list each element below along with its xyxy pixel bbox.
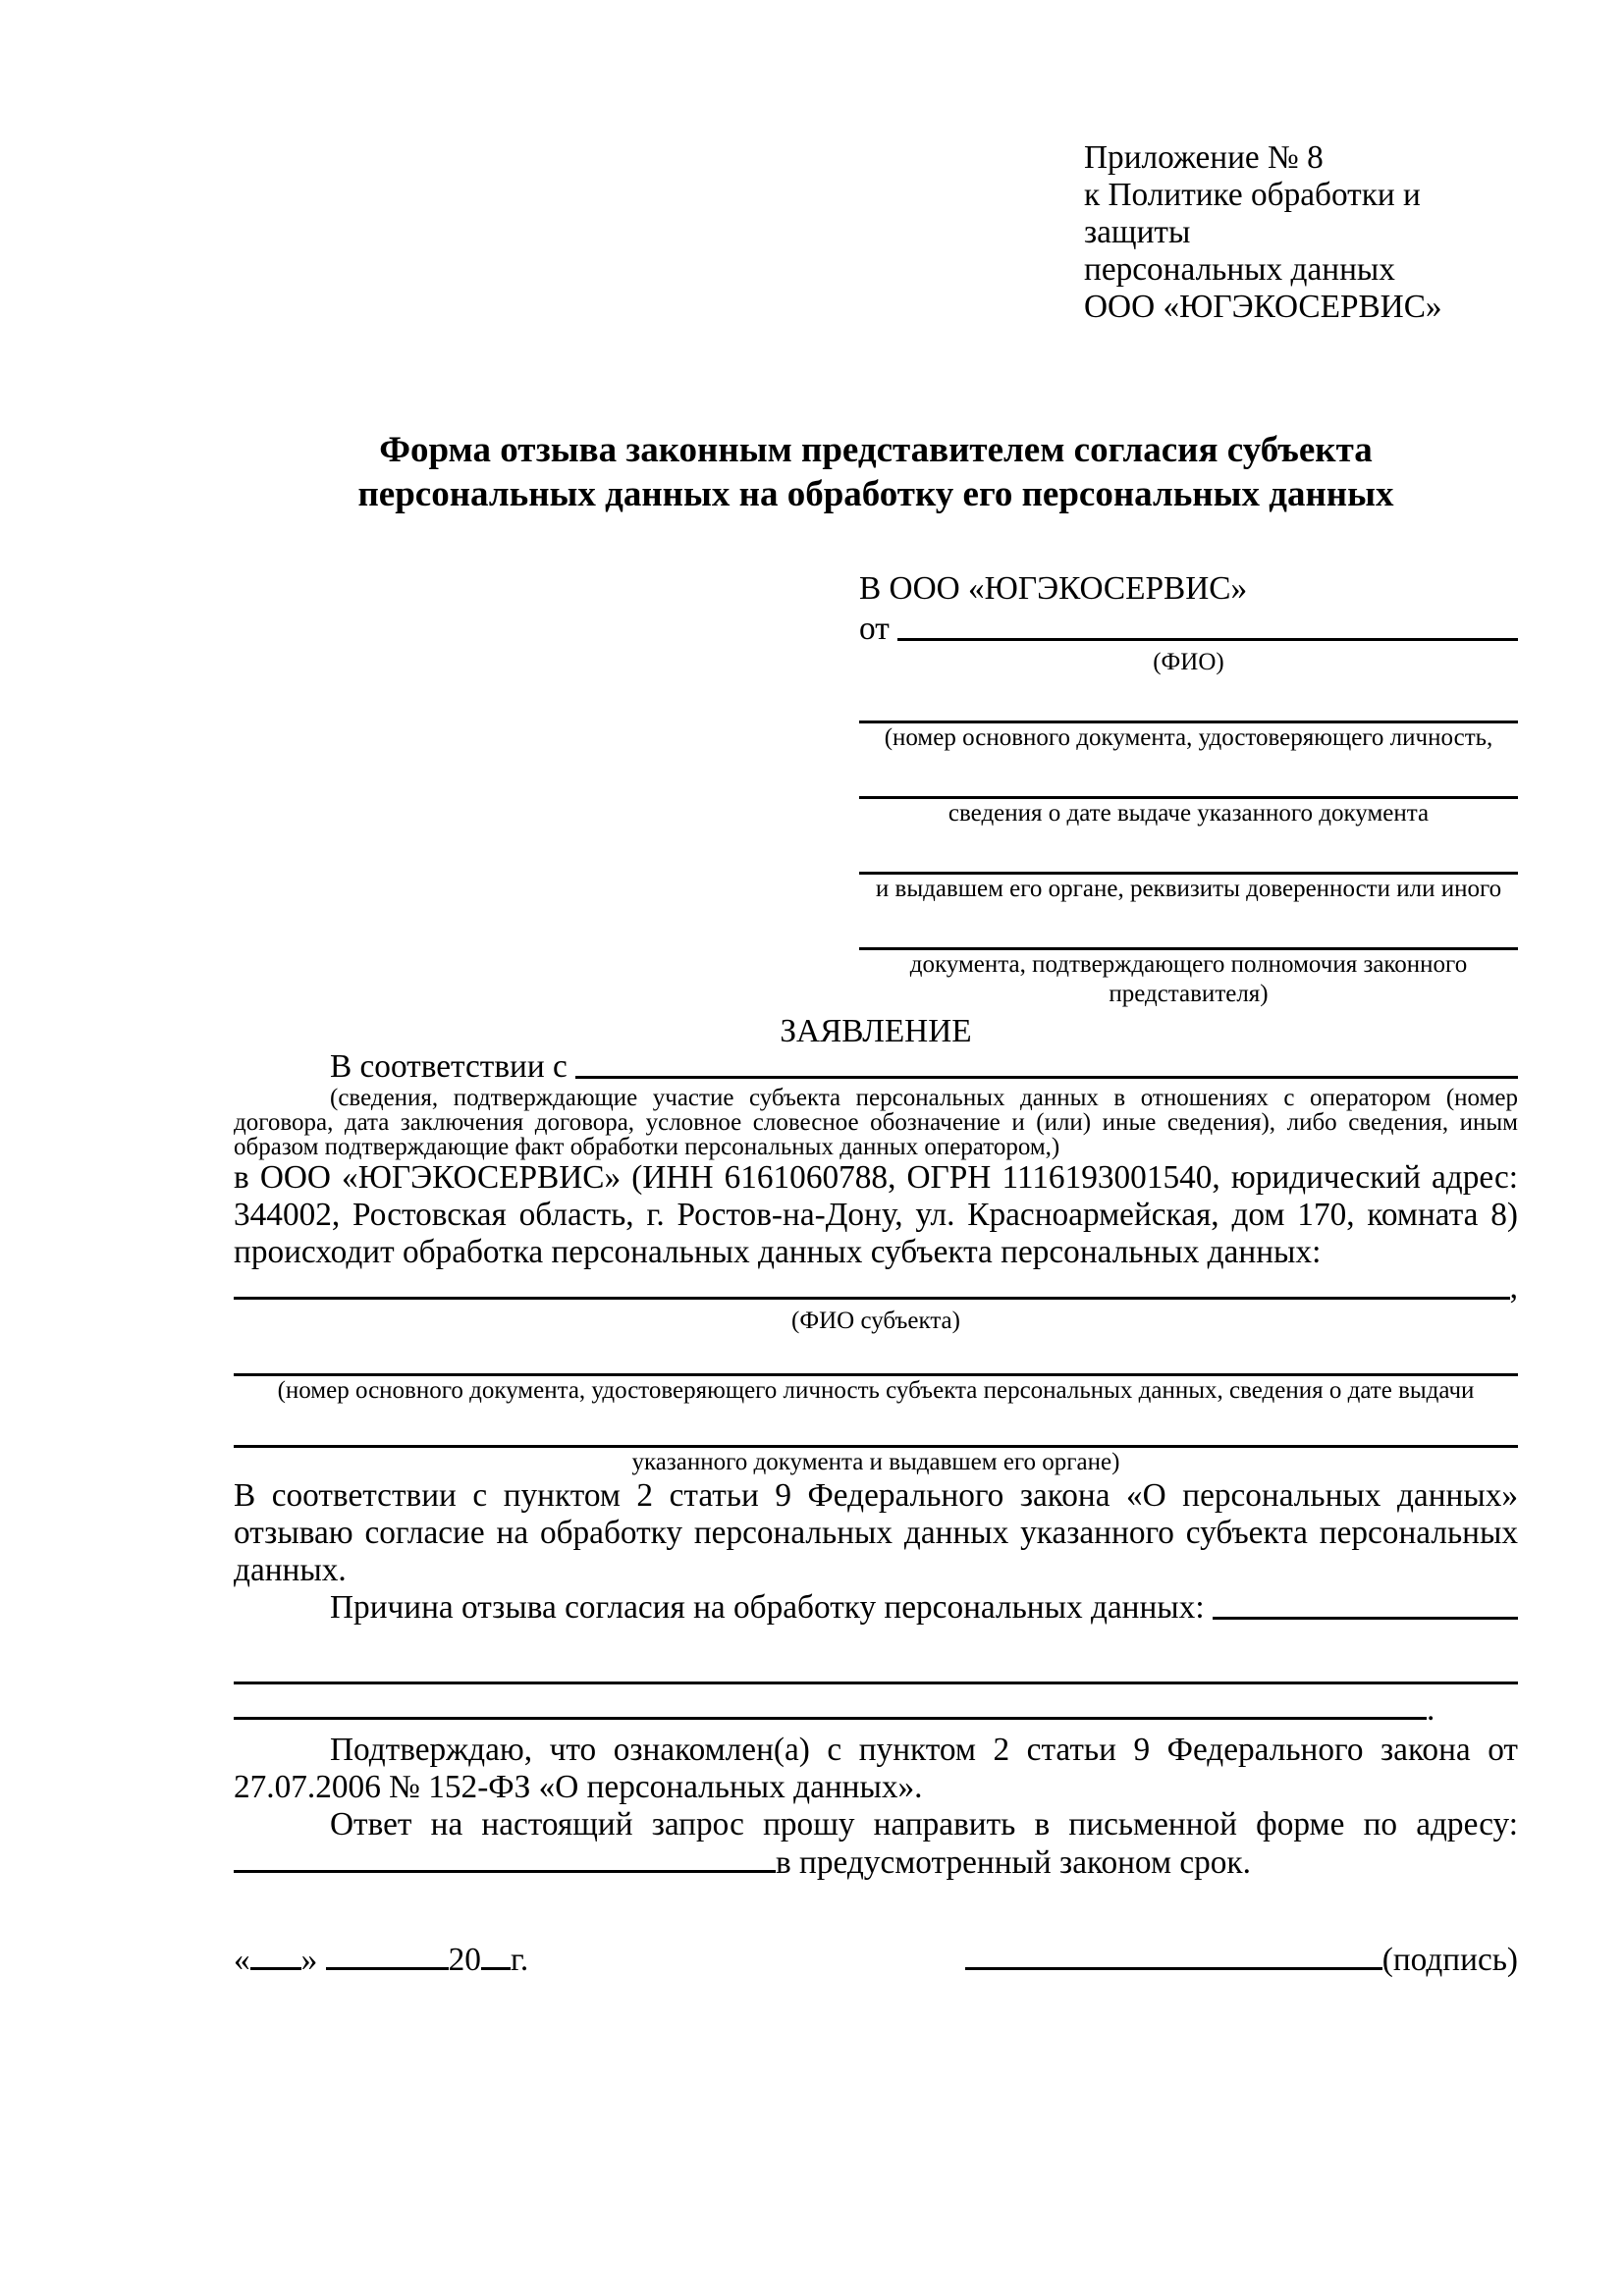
- reason-blank-line: [1213, 1617, 1518, 1620]
- addressee-to: В ООО «ЮГЭКОСЕРВИС»: [859, 570, 1248, 607]
- date-group: [234, 1940, 528, 1981]
- acknowledge-paragraph: Подтверждаю, что ознакомлен(а) с пунктом 2 статьи 9 Федерального закона от 27.07.2006 № 152-ФЗ «О персональных данных».: [234, 1732, 1518, 1805]
- small-print-note: (сведения, подтверждающие участие субъекта персональных данных в отношениях с оператором (номер договора, дата заключения договора, условное словесное обозначение и (или) иные сведения), либо сведения, иным образом подтверждающие факт обработки персональных данных оператором,): [234, 1085, 1518, 1160]
- date-year-prefix: 20: [448, 1942, 481, 1978]
- reason-continuation-blank-line: [234, 1682, 1518, 1684]
- issuing-authority-caption: и выдавшем его органе, реквизиты доверенности или иного: [875, 876, 1502, 902]
- response-address-blank-line: [234, 1870, 776, 1873]
- date-signature-row: [234, 1940, 1518, 1981]
- date-month-blank: [326, 1967, 449, 1970]
- subject-document-caption-2: указанного документа и выдавшем его органе): [631, 1449, 1120, 1475]
- response-address-row: [234, 1843, 1518, 1883]
- document-title: [234, 428, 1518, 516]
- intro-blank-line: [575, 1076, 1518, 1079]
- representative-authority-caption: документа, подтверждающего полномочия законного представителя): [909, 951, 1468, 1007]
- date-year-blank: [481, 1967, 511, 1970]
- statement-heading: ЗАЯВЛЕНИЕ: [780, 1013, 972, 1049]
- appendix-header-line: персональных данных: [1084, 251, 1395, 288]
- addressee-block: [859, 569, 1518, 1009]
- document-title-line: персональных данных на обработку его персональных данных: [357, 474, 1394, 514]
- signature-group: [965, 1940, 1518, 1981]
- reason-continuation-blank-line-2: [234, 1717, 1427, 1720]
- from-field-row: [859, 609, 1518, 648]
- subject-document-caption: (номер основного документа, удостоверяющего личность субъекта персональных данных, сведения о дате выдачи: [277, 1377, 1475, 1404]
- intro-row: [234, 1050, 1518, 1086]
- subject-fio-blank-line: [234, 1297, 1510, 1300]
- date-open-quote: «: [234, 1942, 250, 1978]
- reason-lead: Причина отзыва согласия на обработку персональных данных:: [330, 1589, 1205, 1626]
- appendix-header-line: Приложение № 8: [1084, 139, 1324, 176]
- operator-paragraph: в ООО «ЮГЭКОСЕРВИС» (ИНН 6161060788, ОГРН 1116193001540, юридический адрес: 344002, Ростовская область, г. Ростов-на-Дону, ул. Красноармейская, дом 170, комната 8) происходит обработка персональных данных субъекта персональных данных:: [234, 1159, 1518, 1270]
- signature-blank-line: [965, 1967, 1382, 1970]
- subject-fio-row: [234, 1271, 1518, 1307]
- subject-fio-comma: ,: [1509, 1269, 1518, 1306]
- subject-fio-caption: (ФИО субъекта): [791, 1308, 960, 1334]
- from-label: от: [859, 611, 890, 647]
- issue-date-caption: сведения о дате выдаче указанного документа: [947, 800, 1430, 827]
- date-day-blank: [250, 1967, 301, 1970]
- date-year-suffix: г.: [510, 1942, 529, 1978]
- appendix-header-line: к Политике обработки и защиты: [1084, 177, 1421, 250]
- document-content: [234, 0, 1518, 1981]
- appendix-header: [1084, 139, 1518, 326]
- fio-caption: (ФИО): [1153, 649, 1224, 675]
- date-close-quote: »: [300, 1942, 318, 1978]
- reason-row: [234, 1589, 1518, 1627]
- response-term-text: в предусмотренный законом срок.: [776, 1844, 1251, 1881]
- response-request-line: Ответ на настоящий запрос прошу направить в письменной форме по адресу:: [330, 1806, 1518, 1842]
- signature-caption: (подпись): [1381, 1942, 1518, 1978]
- reason-period: .: [1427, 1691, 1435, 1728]
- document-number-caption: (номер основного документа, удостоверяющего личность,: [884, 724, 1493, 751]
- withdrawal-paragraph: В соответствии с пунктом 2 статьи 9 Федерального закона «О персональных данных» отзываю согласие на обработку персональных данных указанного субъекта персональных данных.: [234, 1477, 1518, 1588]
- appendix-header-line: ООО «ЮГЭКОСЕРВИС»: [1084, 289, 1442, 325]
- from-blank-line: [897, 638, 1518, 641]
- reason-end-row: [234, 1690, 1518, 1730]
- intro-lead: В соответствии с: [330, 1048, 568, 1085]
- document-title-line: Форма отзыва законным представителем согласия субъекта: [379, 430, 1373, 470]
